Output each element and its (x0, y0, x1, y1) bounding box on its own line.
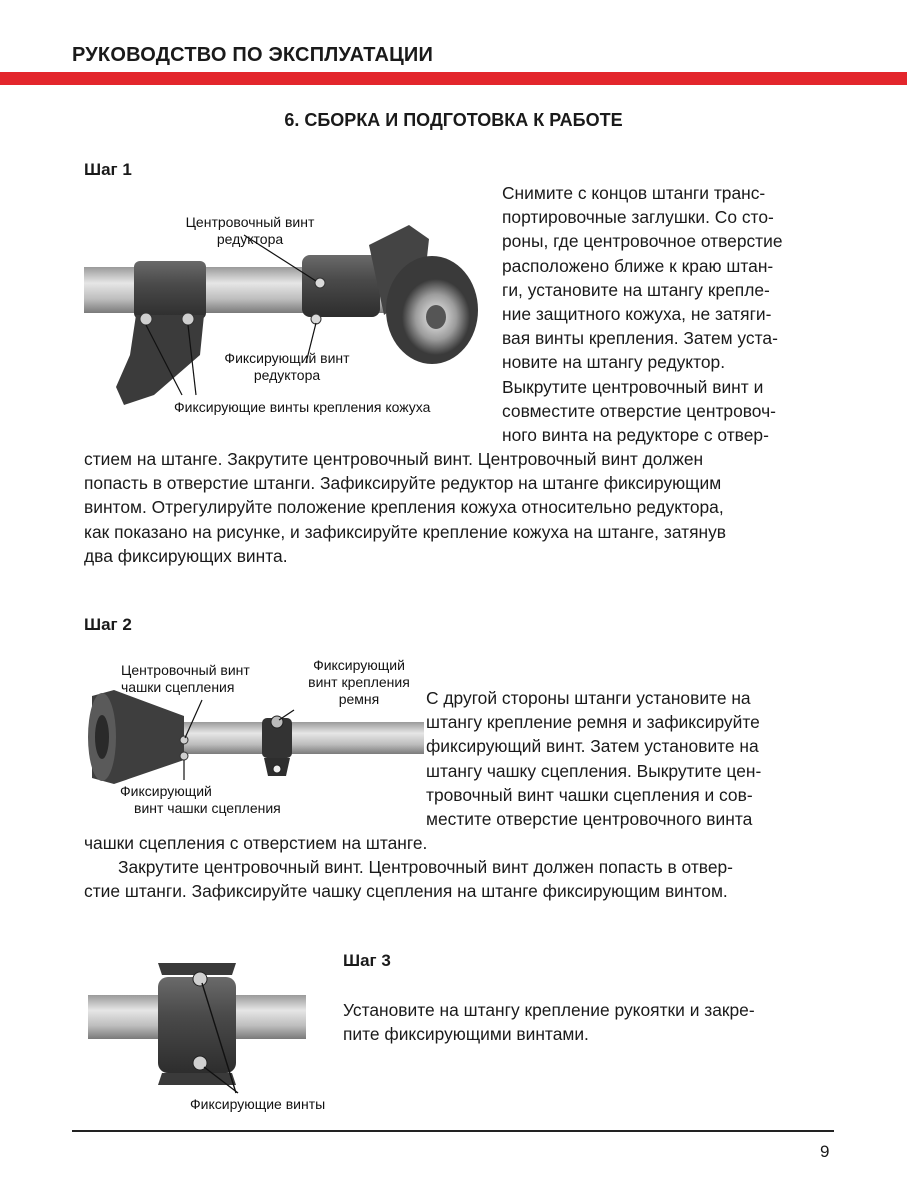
step1-right-text: Снимите с концов штанги транс- портировочные заглушки. Со сто- роны, где центровочное отверстие расположено ближе к краю штан- ги, установите на штангу крепле- ние защитного кожуха, не затяги- вая винты крепления. Затем уста- новите на штангу редуктор. Выкрутите центровочный винт и совместите отверстие центровоч- ного винта на редукторе с отвер- (502, 183, 783, 446)
cup-center-screw (180, 736, 188, 744)
guard-clamp (134, 261, 206, 319)
step2-callout-belt-screw: Фиксирующий винт крепления ремня (308, 657, 410, 707)
guard-screw-2 (182, 313, 194, 325)
step2-right-text: С другой стороны штанги установите на штангу крепление ремня и зафиксируйте фиксирующий винт. Затем установите на штангу чашку сцепления. Выкрутите цен- тровочный винт чашки сцепления и сов- местите отверстие центровочного винта (426, 688, 762, 830)
footer-rule (72, 1130, 834, 1132)
cup-fix-screw (180, 752, 188, 760)
step2-full-text: чашки сцепления с отверстием на штанге. Закрутите центровочный винт. Центровочный винт должен попасть в отвер- стие штанги. Зафиксируйте чашку сцепления на штанге фиксирующим винтом. (84, 833, 733, 902)
step1-title: Шаг 1 (84, 160, 132, 179)
document-header-title: РУКОВОДСТВО ПО ЭКСПЛУАТАЦИИ (72, 44, 434, 66)
step3-title: Шаг 3 (343, 951, 391, 970)
step2-callout-cup-screw: Фиксирующий винт чашки сцепления (120, 783, 281, 816)
center-screw (315, 278, 325, 288)
step1-callout-center-screw: Центровочный винт редуктора (185, 214, 315, 247)
guard-screw-1 (140, 313, 152, 325)
section-title: 6. СБОРКА И ПОДГОТОВКА К РАБОТЕ (284, 110, 623, 130)
page-number: 9 (820, 1142, 830, 1161)
step3-text: Установите на штангу крепление рукоятки и закре- пите фиксирующими винтами. (343, 1000, 755, 1045)
step1-callout-fix-screw: Фиксирующий винт редуктора (224, 350, 350, 383)
guard-bracket (116, 315, 204, 405)
gearbox-sleeve (302, 255, 380, 317)
shaft-tube (180, 722, 424, 754)
step2-title: Шаг 2 (84, 615, 132, 634)
step3-callout-screws: Фиксирующие винты (190, 1096, 326, 1112)
step1-callout-guard-screws: Фиксирующие винты крепления кожуха (174, 399, 431, 415)
step2-callout-center-screw: Центровочный винт чашки сцепления (121, 662, 250, 695)
handle-screw-top (193, 972, 207, 986)
header-accent-bar (0, 72, 907, 85)
step1-full-text: стием на штанге. Закрутите центровочный винт. Центровочный винт должен попасть в отверстие штанги. Зафиксируйте редуктор на штанге фиксирующим винтом. Отрегулируйте положение крепления кожуха относительно редуктора, как показано на рисунке, и зафиксируйте крепление кожуха на штанге, затянув два фиксирующих винта. (84, 449, 727, 566)
step3-handle-mount-illustration (88, 955, 328, 1095)
fix-screw (311, 314, 321, 324)
